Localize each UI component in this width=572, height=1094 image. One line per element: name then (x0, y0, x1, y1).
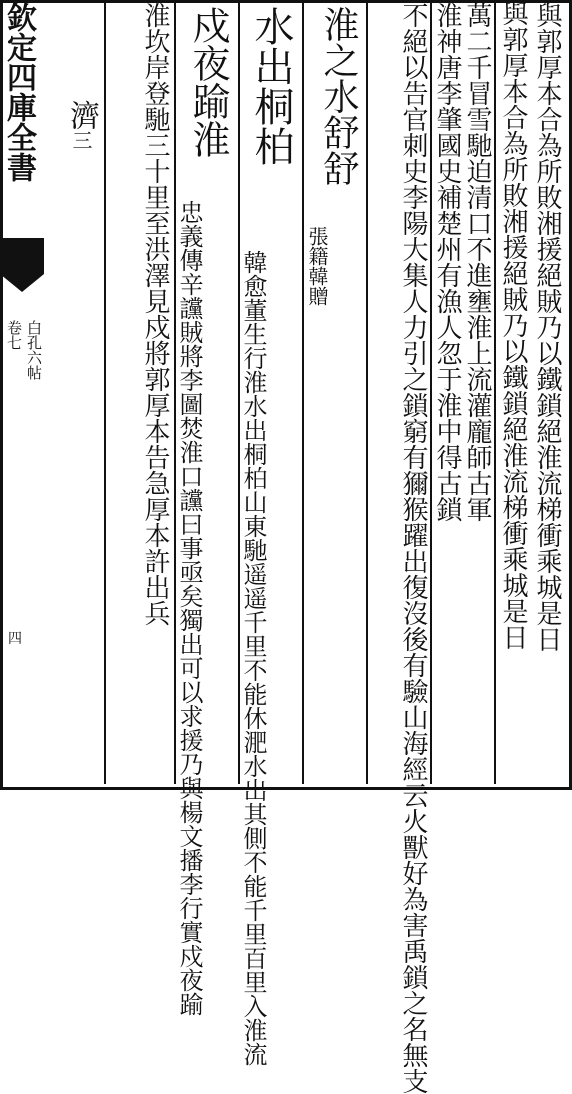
section-heading (55, 100, 101, 200)
text-column: 忠義傳辛讜賊將李圖焚淮口讜曰事亟矣獨出可以求援乃與楊文播李行實戍夜踰 (175, 200, 203, 1016)
page-number: 四 (8, 631, 22, 647)
column-rule (302, 0, 304, 784)
text-column: 淮坎岸登馳三十里至洪澤見戍將郭厚本告急厚本許出兵 (140, 2, 170, 626)
heading-index: 三 (69, 130, 93, 150)
column-rule (366, 0, 368, 784)
text-column: 淮神唐李肇國史補楚州有漁人忽于淮中得古鎖 (432, 2, 462, 522)
text-column: 與郭厚本合為所敗湘援絕賊乃以鐵鎖絕淮流梯衝乘城是日 (498, 0, 528, 650)
heading-title: 濟 (64, 100, 99, 130)
margin-fish-tail (0, 274, 44, 292)
margin-black-band (0, 238, 44, 274)
text-column: 與郭厚本合為所敗湘援絕賊乃以鐵鎖絕淮流梯衝乘城是日 (532, 2, 562, 652)
volume-label: 卷七 (5, 320, 23, 350)
text-column: 不絕以告官刺史李陽大集人力引之鎖窮有獮猴躍出復沒後有驗山海經云火獸好為害禹鎖之名無支 (398, 2, 428, 1094)
juan-title: 白孔六帖 (25, 320, 43, 380)
text-column: 張籍韓贈 (305, 226, 329, 306)
column-rule (494, 0, 496, 784)
text-column: 淮之水舒舒 (318, 6, 359, 186)
book-title: 欽定四庫全書 (1, 2, 36, 182)
text-column: 韓愈董生行淮水出桐柏山東馳遥遥千里不能休淝水出其側不能千里百里入淮流 (239, 250, 267, 1066)
text-column: 戍夜踰淮 (186, 6, 230, 158)
text-column: 水出桐柏 (248, 6, 294, 166)
text-column: 萬二千冒雪馳迫清口不進壅淮上流灌龐師古軍 (462, 2, 492, 522)
column-rule (104, 0, 106, 784)
